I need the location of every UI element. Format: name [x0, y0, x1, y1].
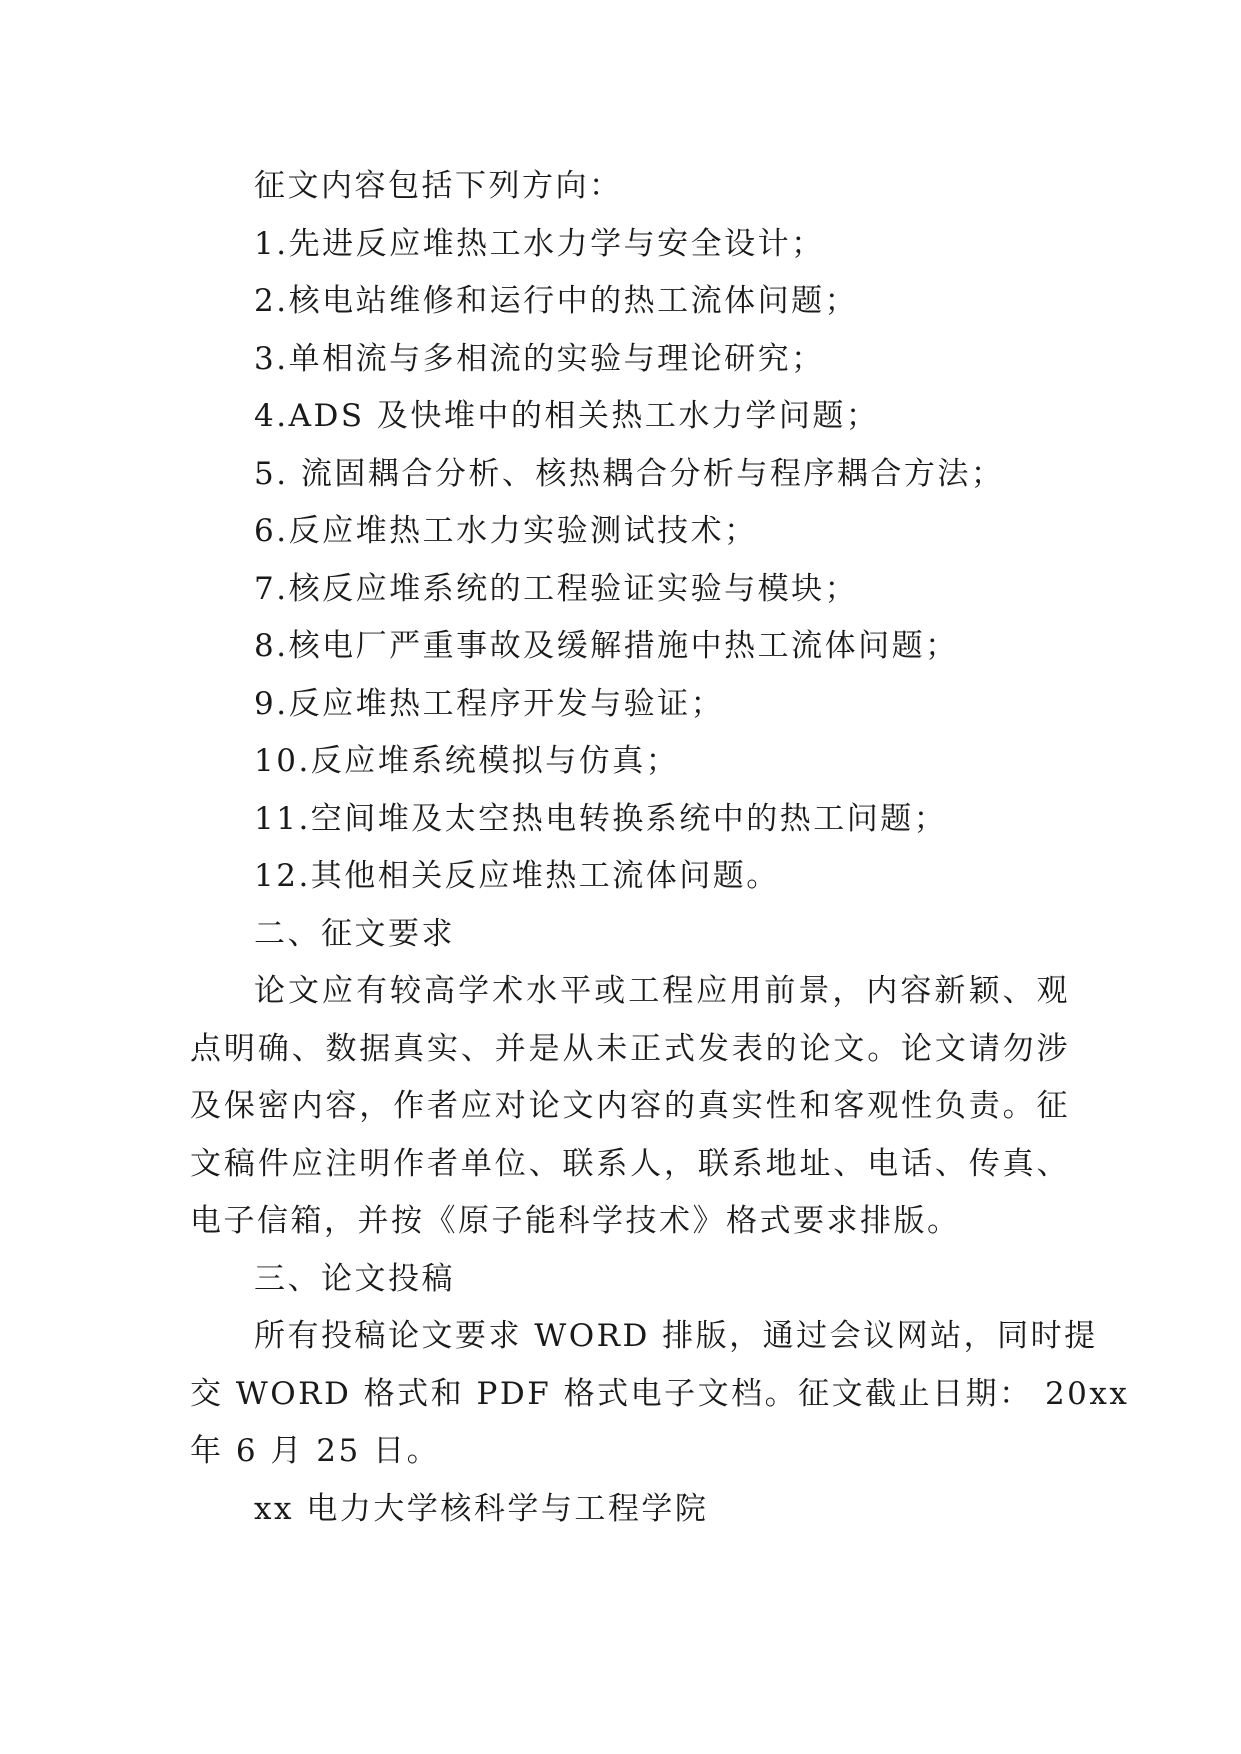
topic-item: 11.空间堆及太空热电转换系统中的热工问题； — [254, 800, 948, 837]
intro-text: 征文内容包括下列方向： — [254, 168, 623, 204]
topic-item: 2.核电站维修和运行中的热工流体问题； — [254, 283, 859, 319]
signature-organization: xx 电力大学核科学与工程学院 — [254, 1490, 709, 1527]
paragraph-line: 论文应有较高学术水平或工程应用前景，内容新颖、观 — [254, 973, 1070, 1009]
topic-item: 7.核反应堆系统的工程验证实验与模块； — [254, 570, 859, 607]
paragraph-line: 年 6 月 25 日。 — [190, 1433, 441, 1469]
topic-item: 5. 流固耦合分析、核热耦合分析与程序耦合方法； — [254, 455, 1005, 492]
topic-list — [190, 216, 1070, 906]
topic-item: 3.单相流与多相流的实验与理论研究； — [254, 340, 825, 377]
topic-item: 9.反应堆热工程序开发与验证； — [254, 685, 725, 722]
topic-item: 8.核电厂严重事故及缓解措施中热工流体问题； — [254, 628, 959, 664]
topic-item: 6.反应堆热工水力实验测试技术； — [254, 513, 758, 549]
paragraph-line: 点明确、数据真实、并是从未正式发表的论文。论文请勿涉 — [190, 1030, 1070, 1067]
paragraph-line: 所有投稿论文要求 WORD 排版，通过会议网站，同时提 — [254, 1318, 1098, 1354]
section-heading-requirements: 二、征文要求 — [254, 915, 455, 952]
document-body — [190, 158, 1130, 1538]
topic-item: 10.反应堆系统模拟与仿真； — [254, 743, 680, 779]
topic-item: 12.其他相关反应堆热工流体问题。 — [254, 858, 780, 894]
submission-paragraph — [190, 1308, 1130, 1481]
paragraph-line: 及保密内容，作者应对论文内容的真实性和客观性负责。征 — [190, 1088, 1070, 1124]
paragraph-line: 电子信箱，并按《原子能科学技术》格式要求排版。 — [190, 1203, 961, 1239]
topic-item: 1.先进反应堆热工水力学与安全设计； — [254, 225, 825, 262]
topic-item: 4.ADS 及快堆中的相关热工水力学问题； — [254, 398, 880, 434]
paragraph-line: 文稿件应注明作者单位、联系人，联系地址、电话、传真、 — [190, 1145, 1070, 1182]
section-heading-submission: 三、论文投稿 — [254, 1260, 455, 1297]
paragraph-line: 交 WORD 格式和 PDF 格式电子文档。征文截止日期： 20xx — [190, 1375, 1130, 1412]
requirements-paragraph — [190, 963, 1070, 1251]
